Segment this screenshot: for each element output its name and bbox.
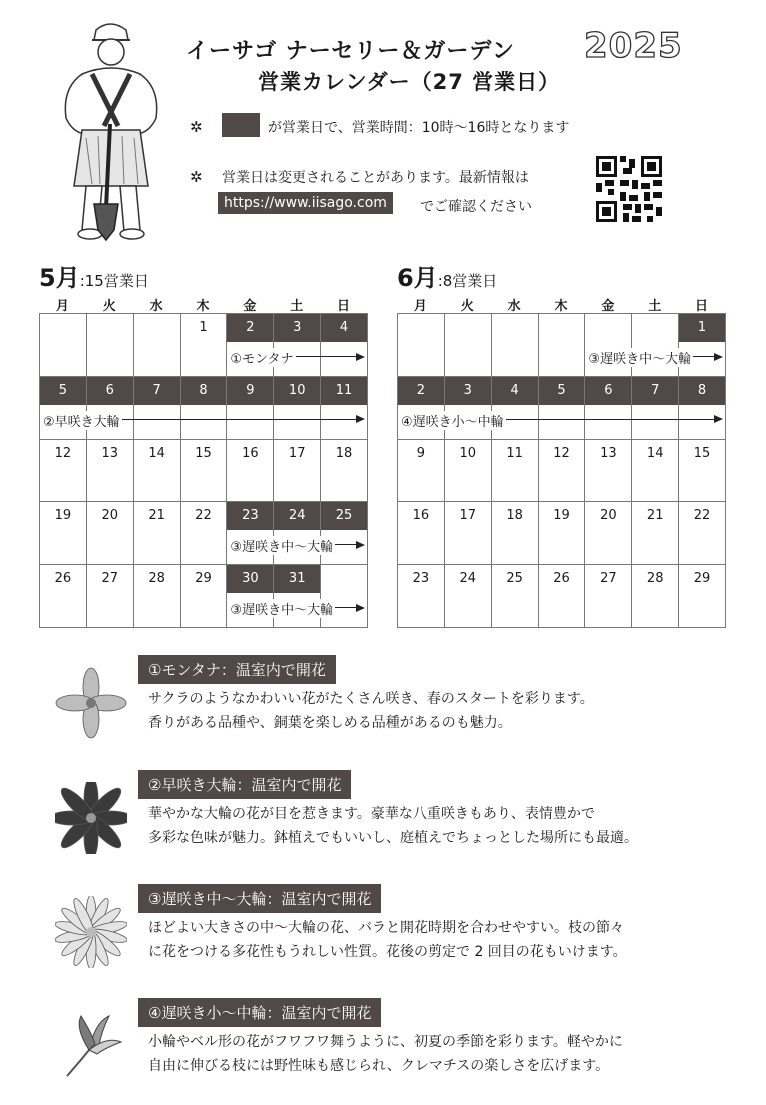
month-name: 5月 [39,264,80,292]
day-number: 13 [101,445,119,461]
weekday-header: 木 [196,299,210,314]
day-cell[interactable] [398,377,445,440]
bloom-period-label: ②早咲き大輪 [43,411,122,430]
day-number: 25 [321,502,367,530]
day-number [87,314,133,342]
weekday-header: 月 [413,299,427,314]
legend-description-line: 多彩な色味が魅力。鉢植えでもいいし、庭植えでちょっとした場所にも最適。 [148,830,638,846]
day-cell[interactable] [87,377,134,440]
weekday-header: 木 [554,299,568,314]
title-year: 2025 [584,26,683,66]
day-number: 22 [693,508,711,524]
period-arrow-head [356,604,365,612]
day-cell[interactable] [679,440,726,503]
day-number: 8 [181,377,227,405]
day-cell [398,314,445,377]
check-note: でご確認ください [420,199,532,215]
day-cell[interactable] [227,440,274,503]
day-number: 5 [40,377,86,405]
day-number [445,314,491,342]
month-grid [39,313,368,628]
legend-title: ④遅咲き小〜中輪：温室内で開花 [138,998,381,1027]
day-cell[interactable] [585,502,632,565]
day-number: 19 [54,508,72,524]
day-number [585,314,631,342]
day-number [398,314,444,342]
day-cell[interactable] [134,377,181,440]
day-cell[interactable] [539,565,586,628]
day-number: 28 [646,571,664,587]
week-row [398,377,726,440]
day-cell[interactable] [492,377,539,440]
day-cell[interactable] [321,377,368,440]
week-row [40,440,368,503]
month-business-day-count: :8営業日 [437,272,498,290]
day-number: 22 [195,508,212,524]
day-number: 10 [274,377,320,405]
day-cell[interactable] [398,502,445,565]
day-cell[interactable] [227,377,274,440]
day-cell[interactable] [679,314,726,377]
legend-description-line: 自由に伸びる枝には野性味も感じられ、クレマチスの楽しさを広げます。 [148,1058,610,1074]
day-number: 12 [54,445,72,461]
day-number: 28 [148,571,165,587]
day-cell[interactable] [585,377,632,440]
weekday-header: 日 [695,299,709,314]
day-number: 9 [227,377,273,405]
legend-description-line: サクラのようなかわいい花がたくさん咲き、春のスタートを彩ります。 [148,691,594,707]
day-cell[interactable] [321,314,368,377]
day-number: 21 [646,508,664,524]
week-row [398,440,726,503]
bloom-period-label: ③遅咲き中〜大輪 [230,536,335,555]
day-cell[interactable] [134,502,181,565]
day-cell[interactable] [492,565,539,628]
day-number: 11 [506,445,523,461]
flower-illustration [55,667,127,743]
flower-illustration [55,896,127,972]
day-number: 27 [600,571,617,587]
week-row [40,377,368,440]
day-number: 30 [227,565,273,593]
day-number [321,565,367,593]
change-note: 営業日は変更されることがあります。最新情報は [222,170,529,186]
bloom-period-label: ①モンタナ [230,348,295,367]
day-number: 16 [242,445,259,461]
day-number: 18 [335,445,353,461]
day-number: 5 [539,377,585,405]
day-cell [87,314,134,377]
day-number: 8 [679,377,725,405]
star-icon: ✲ [190,168,203,186]
week-row [398,502,726,565]
day-cell[interactable] [181,377,228,440]
day-number: 13 [600,445,617,461]
legend-description-line: に花をつける多花性もうれしい性質。花後の剪定で 2 回目の花もいけます。 [148,944,627,960]
bloom-period-label: ③遅咲き中〜大輪 [588,348,693,367]
month-title [39,258,149,293]
day-cell[interactable] [274,502,321,565]
day-cell[interactable] [492,502,539,565]
day-number: 2 [398,377,444,405]
weekday-header: 水 [507,299,521,314]
weekday-header: 土 [648,299,662,314]
day-number: 24 [459,571,477,587]
day-cell [321,565,368,628]
day-number: 20 [600,508,617,524]
day-cell[interactable] [227,314,274,377]
day-number: 17 [459,508,477,524]
day-number: 6 [585,377,631,405]
day-cell[interactable] [227,502,274,565]
day-number: 21 [148,508,165,524]
day-cell[interactable] [585,440,632,503]
day-cell[interactable] [445,377,492,440]
montana-flower-icon [55,667,127,739]
day-number: 6 [87,377,133,405]
qr-code[interactable] [596,156,662,222]
day-cell [632,314,679,377]
day-number: 2 [227,314,273,342]
day-cell[interactable] [40,440,87,503]
day-number: 29 [693,571,711,587]
month-title [397,258,497,293]
flower-illustration [55,1010,127,1086]
day-number: 20 [101,508,119,524]
week-row [40,314,368,377]
day-cell [445,314,492,377]
day-cell[interactable] [40,502,87,565]
day-cell[interactable] [134,565,181,628]
day-number: 4 [492,377,538,405]
day-number: 12 [553,445,570,461]
day-number: 26 [553,571,570,587]
day-cell[interactable] [227,565,274,628]
day-cell[interactable] [40,377,87,440]
period-arrow-head [714,415,723,423]
day-number: 3 [445,377,491,405]
gardener-illustration [52,18,170,246]
day-number: 17 [288,445,306,461]
day-cell[interactable] [445,565,492,628]
day-number: 11 [321,377,367,405]
day-number: 29 [195,571,212,587]
day-number: 7 [134,377,180,405]
weekday-header: 火 [460,299,474,314]
day-cell[interactable] [585,565,632,628]
day-number [134,314,180,342]
day-cell[interactable] [539,377,586,440]
legend-description-line: ほどよい大きさの中〜大輪の花、バラと開花時期を合わせやすい。枝の節々 [148,920,624,936]
legend-description-line: 香りがある品種や、銅葉を楽しめる品種があるのも魅力。 [148,715,512,731]
day-cell[interactable] [274,565,321,628]
bloom-period-label: ④遅咲き小〜中輪 [401,411,506,430]
day-number: 15 [693,445,711,461]
legend-description-line: 華やかな大輪の花が目を惹きます。豪華な八重咲きもあり、表情豊かで [148,806,595,822]
day-cell[interactable] [539,502,586,565]
website-link[interactable]: https://www.iisago.com [218,192,393,214]
day-number: 3 [274,314,320,342]
day-cell[interactable] [492,440,539,503]
day-cell[interactable] [181,565,228,628]
day-number [632,314,678,342]
day-cell[interactable] [632,565,679,628]
day-number: 26 [54,571,72,587]
day-cell[interactable] [632,440,679,503]
period-arrow-head [356,415,365,423]
day-number: 19 [553,508,570,524]
day-number: 10 [459,445,477,461]
period-arrow-head [356,541,365,549]
day-cell[interactable] [539,440,586,503]
month-name: 6月 [397,264,438,292]
day-cell[interactable] [632,502,679,565]
day-cell[interactable] [679,565,726,628]
weekday-header: 水 [149,299,163,314]
day-number: 24 [274,502,320,530]
day-cell[interactable] [181,440,228,503]
day-number: 14 [148,445,165,461]
day-number: 4 [321,314,367,342]
title-line-2: 営業カレンダー（27 営業日） [258,70,561,94]
day-cell[interactable] [398,440,445,503]
day-number: 1 [199,320,208,335]
bell-flower-icon [55,1010,127,1082]
legend-description-line: 小輪やベル形の花がフワフワ舞うように、初夏の季節を彩ります。軽やかに [148,1034,623,1050]
period-arrow-head [714,353,723,361]
day-number: 1 [679,314,725,342]
day-cell[interactable] [679,377,726,440]
day-cell[interactable] [40,565,87,628]
day-number: 18 [506,508,523,524]
day-cell[interactable] [274,377,321,440]
day-cell[interactable] [87,502,134,565]
day-number [40,314,86,342]
weekday-header: 金 [243,299,257,314]
day-cell [40,314,87,377]
day-cell[interactable] [679,502,726,565]
legend-title: ③遅咲き中〜大輪：温室内で開花 [138,884,381,913]
open-day-swatch [222,113,260,137]
day-cell[interactable] [274,440,321,503]
day-number: 31 [274,565,320,593]
star-icon: ✲ [190,118,203,136]
day-number [492,314,538,342]
day-number: 15 [195,445,212,461]
double-flower-icon [55,896,127,968]
large-flower-icon [55,782,127,854]
month-grid [397,313,726,628]
day-cell[interactable] [181,502,228,565]
day-cell[interactable] [181,314,228,377]
day-number: 16 [412,508,430,524]
bloom-period-label: ③遅咲き中〜大輪 [230,599,335,618]
week-row [398,565,726,628]
week-row [40,502,368,565]
weekday-header: 金 [601,299,615,314]
day-number: 25 [506,571,523,587]
day-cell[interactable] [632,377,679,440]
legend-title: ②早咲き大輪：温室内で開花 [138,770,351,799]
weekday-header: 火 [102,299,116,314]
day-number: 23 [412,571,430,587]
period-arrow-head [356,353,365,361]
weekday-header: 月 [55,299,69,314]
month-business-day-count: :15営業日 [79,272,149,290]
day-number: 23 [227,502,273,530]
day-cell[interactable] [321,440,368,503]
hours-note: が営業日で、営業時間：10時〜16時となります [268,120,570,136]
day-cell[interactable] [398,565,445,628]
day-cell[interactable] [445,440,492,503]
flower-illustration [55,782,127,858]
day-cell[interactable] [274,314,321,377]
day-cell[interactable] [321,502,368,565]
weekday-header: 土 [290,299,304,314]
week-row [398,314,726,377]
day-number: 14 [646,445,664,461]
day-cell [134,314,181,377]
day-cell [492,314,539,377]
day-cell[interactable] [134,440,181,503]
day-number [539,314,585,342]
day-cell[interactable] [445,502,492,565]
day-number: 27 [101,571,119,587]
day-number: 7 [632,377,678,405]
day-cell[interactable] [87,440,134,503]
day-number: 9 [416,445,426,461]
weekday-header: 日 [337,299,351,314]
day-cell [539,314,586,377]
day-cell [585,314,632,377]
legend-title: ①モンタナ：温室内で開花 [138,655,336,684]
title-line-1: イーサゴ ナーセリー＆ガーデン [186,39,515,64]
day-cell[interactable] [87,565,134,628]
week-row [40,565,368,628]
